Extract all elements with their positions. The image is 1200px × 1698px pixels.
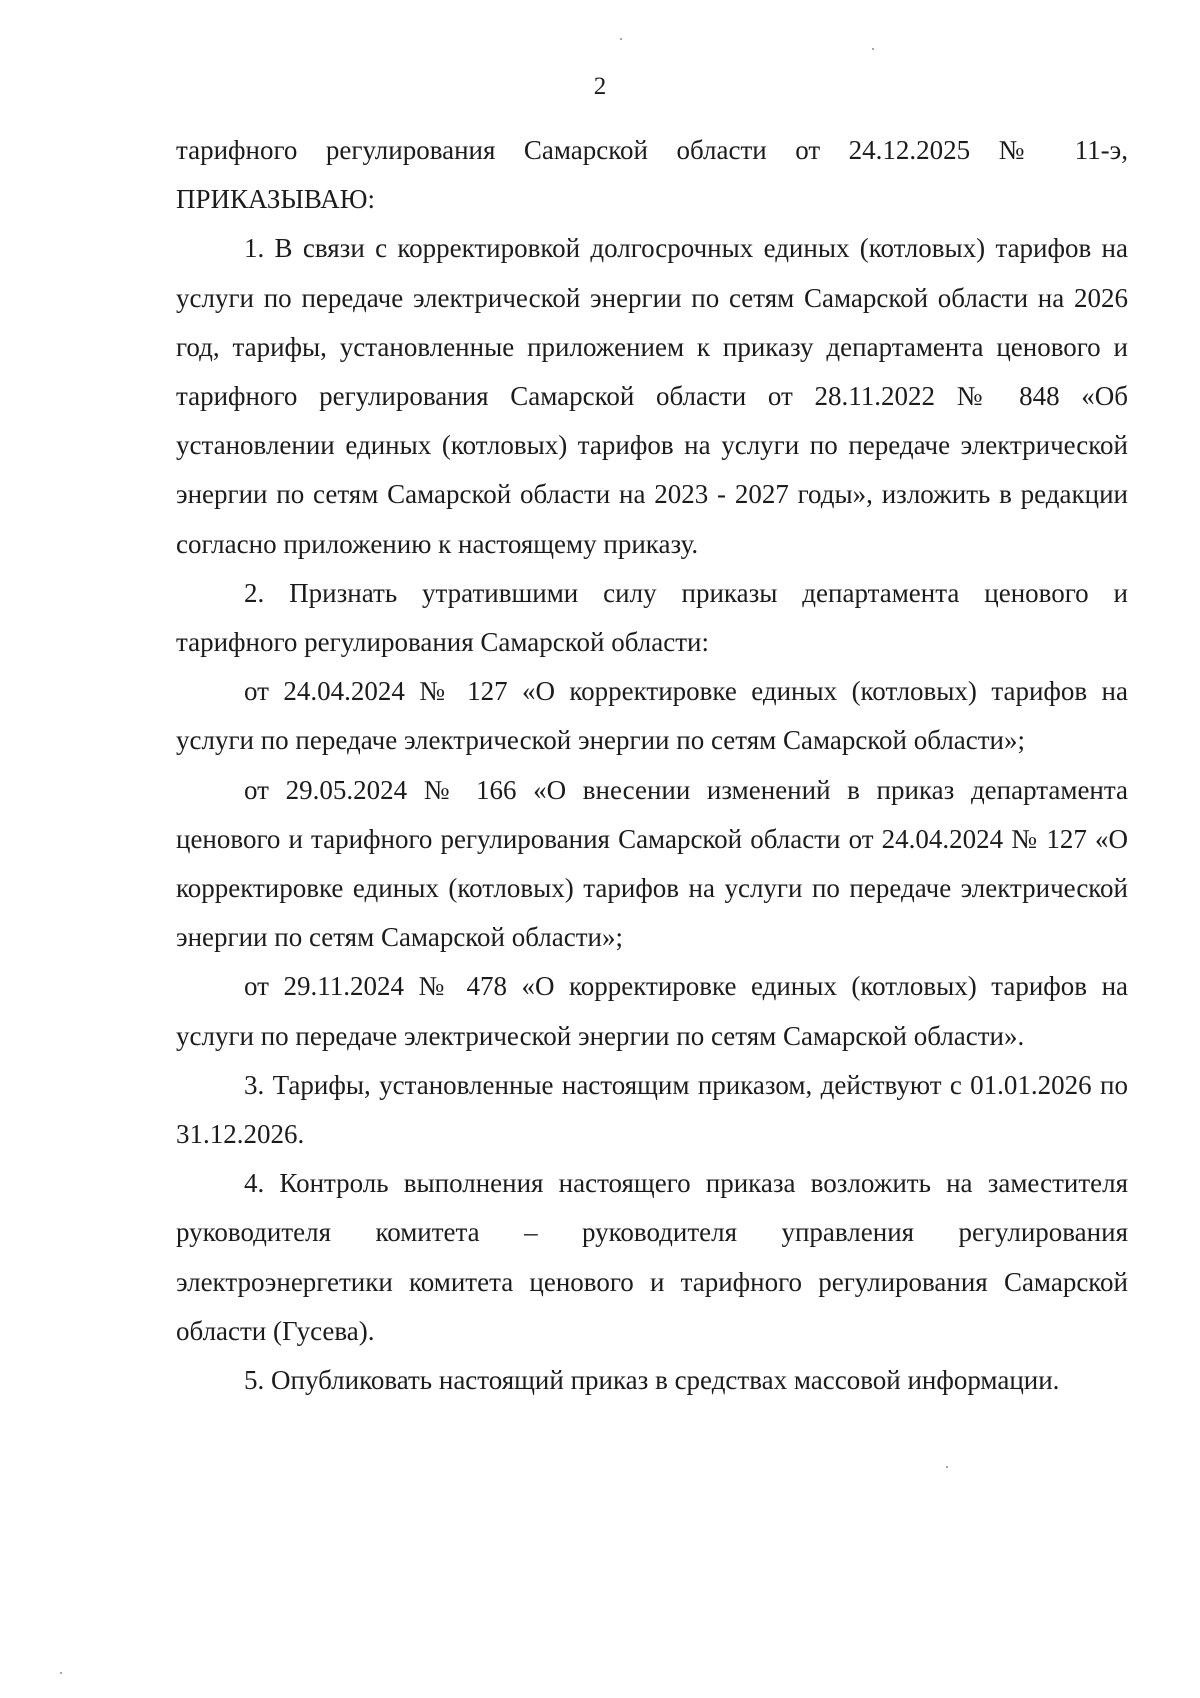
revoked-order-2: от 29.05.2024 № 166 «О внесении изменений в приказ департамента ценового и тарифного регулирования Самарской области от 24.04.2024 № 127 «О корректировке единых (котловых) тарифов на услуги по передаче электрической энергии по сетям Самарской области»; xyxy=(176,774,1128,953)
document-body xyxy=(176,126,1128,1405)
scan-speck xyxy=(872,48,874,50)
intro-paragraph: тарифного регулирования Самарской области от 24.12.2025 № 11-э, ПРИКАЗЫВАЮ: xyxy=(176,135,1128,215)
page-number: 2 xyxy=(593,73,607,100)
order-item-4: 4. Контроль выполнения настоящего приказа возложить на заместителя руководителя комитета – руководителя управления регулирования электроэнергетики комитета ценового и тарифного регулирования Самарской области (Гусева). xyxy=(176,1168,1128,1346)
order-item-3: 3. Тарифы, установленные настоящим приказом, действуют с 01.01.2026 по 31.12.2026. xyxy=(176,1069,1128,1150)
order-item-1: 1. В связи с корректировкой долгосрочных единых (котловых) тарифов на услуги по передаче электрической энергии по сетям Самарской области на 2026 год, тарифы, установленные приложением к приказу департамента ценового и тарифного регулирования Самарской области от 28.11.2022 № 848 «Об установлении единых (котловых) тарифов на услуги по передаче электрической энергии по сетям Самарской области на 2023 - 2027 годы», изложить в редакции согласно приложению к настоящему приказу. xyxy=(176,233,1128,559)
order-item-5: 5. Опубликовать настоящий приказ в средствах массовой информации. xyxy=(244,1365,1060,1396)
scan-speck xyxy=(946,1466,948,1468)
revoked-order-3: от 29.11.2024 № 478 «О корректировке единых (котловых) тарифов на услуги по передаче электрической энергии по сетям Самарской области». xyxy=(176,971,1128,1051)
revoked-order-1: от 24.04.2024 № 127 «О корректировке единых (котловых) тарифов на услуги по передаче электрической энергии по сетям Самарской области»; xyxy=(176,676,1128,756)
order-item-2: 2. Признать утратившими силу приказы департамента ценового и тарифного регулирования Самарской области: xyxy=(176,577,1128,658)
scan-speck xyxy=(620,38,622,40)
scan-speck xyxy=(60,1672,62,1674)
